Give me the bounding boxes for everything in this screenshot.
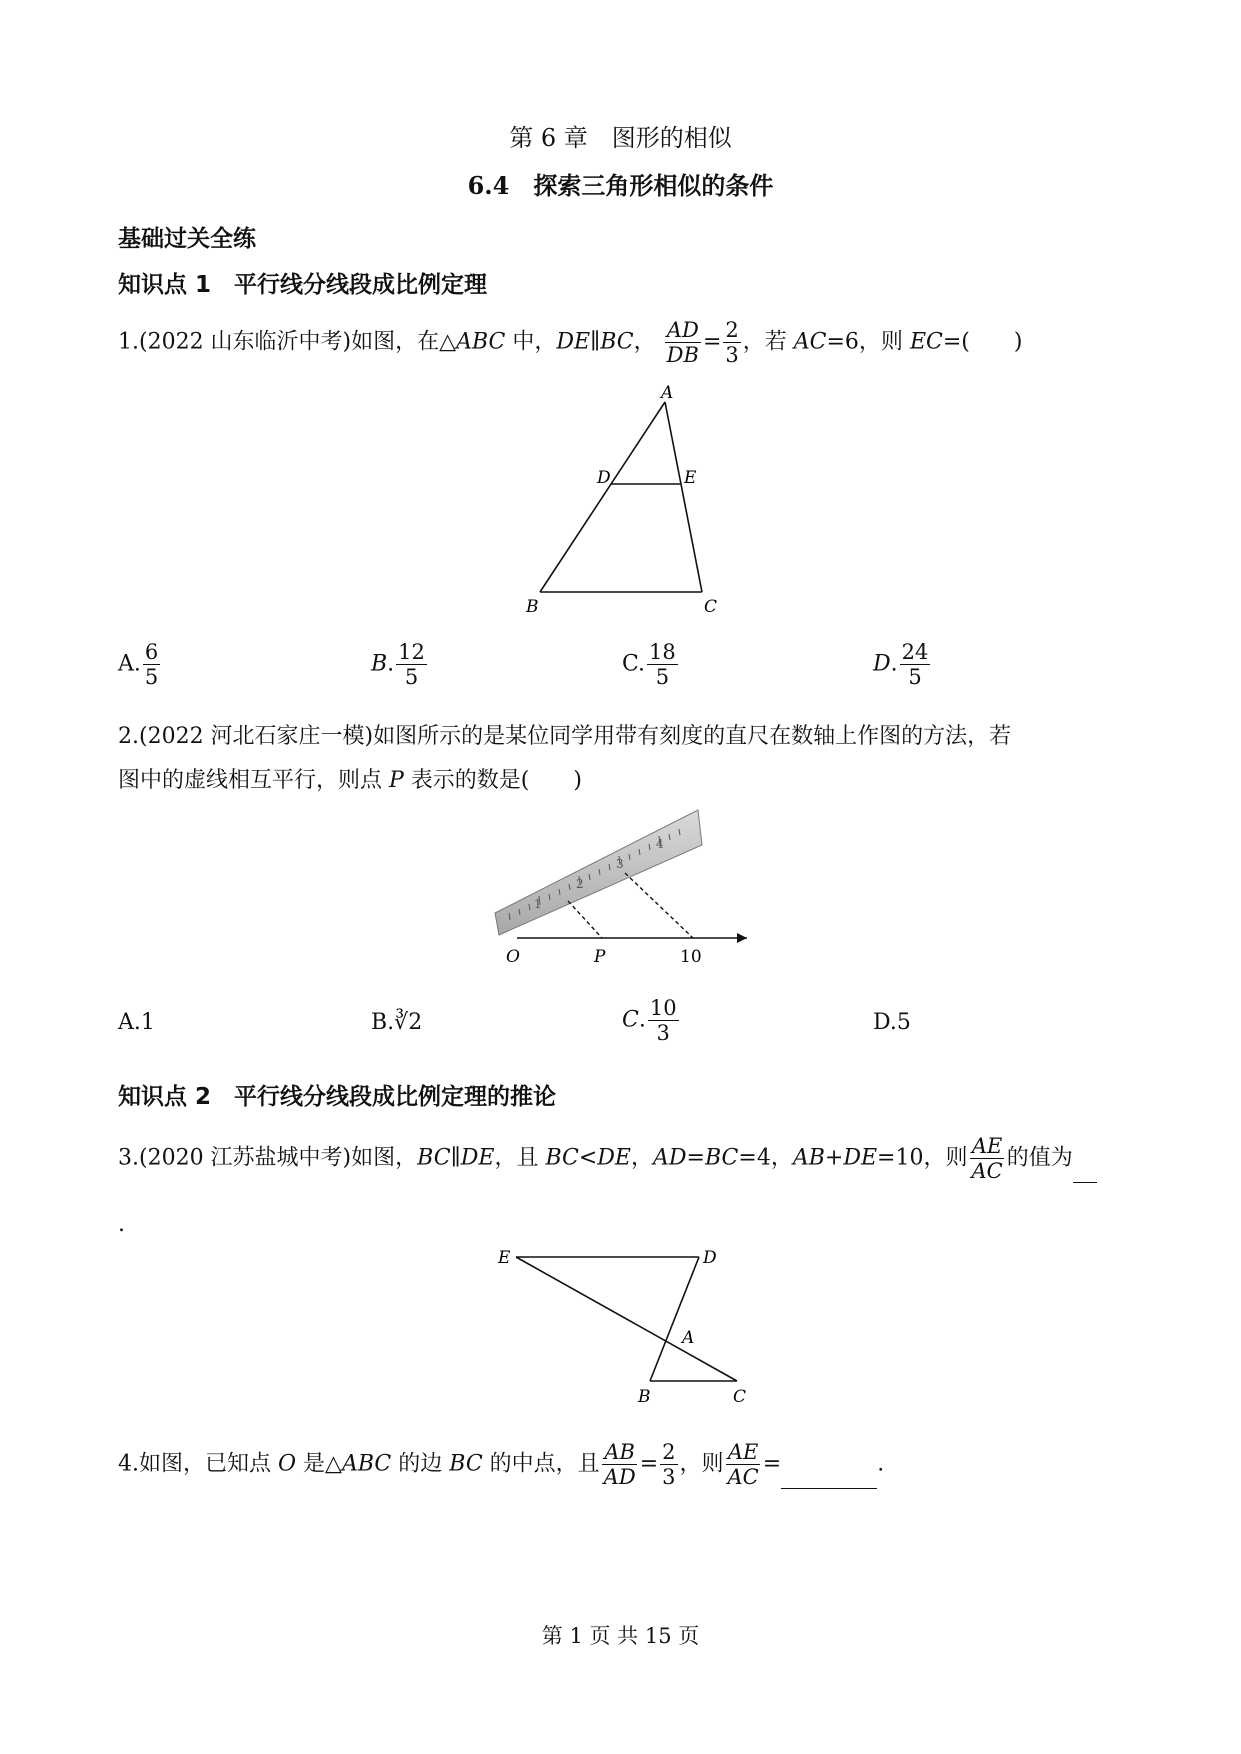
q1-ec: EC [909, 329, 943, 355]
q1-de: DE [556, 329, 591, 355]
q3-ab: AB [792, 1145, 825, 1171]
q1-option-d-den: 5 [908, 665, 922, 689]
q3-prefix: 3.(2020 江苏盐城中考)如图， [118, 1145, 418, 1171]
q3-t1: ，且 [494, 1145, 546, 1171]
q1-option-b-letter: B [371, 651, 388, 677]
q1-triangle-figure [510, 380, 740, 620]
q1-option-a-frac [143, 640, 160, 689]
q1-option-c[interactable] [622, 640, 680, 689]
q1-val-num: 2 [725, 318, 739, 342]
q1-eq: = [702, 329, 722, 355]
label-a: A [682, 1328, 695, 1348]
q1-tail: =( ) [942, 329, 1023, 355]
label-b: B [526, 597, 539, 617]
q2-p: P [389, 768, 404, 793]
q1-comma: ， [633, 329, 656, 355]
knowledge-point-2: 知识点 2 平行线分线段成比例定理的推论 [118, 1084, 557, 1110]
q4-fraction-ab-ad [602, 1440, 638, 1489]
q3-bc3: BC [704, 1145, 739, 1171]
q1-ac: AC [793, 329, 827, 355]
q4-o: O [277, 1451, 297, 1477]
q1-abc: ABC [456, 329, 506, 355]
q3-ad: AD [653, 1145, 687, 1171]
label-c: C [704, 597, 718, 617]
label-o: O [506, 947, 520, 967]
q4-prefix: 4.如图，已知点 [118, 1451, 278, 1477]
q3-t3: =4， [738, 1145, 793, 1171]
q1-par: ∥ [590, 329, 601, 355]
q3-t4: =10，则 [877, 1145, 968, 1171]
q3-frac-num: AE [971, 1134, 1003, 1158]
label-10: 10 [680, 947, 702, 967]
q1-option-a-den: 5 [144, 665, 159, 689]
q1-option-b-frac [396, 640, 427, 689]
q1-option-b-dot: . [387, 651, 395, 677]
label-p: P [594, 947, 606, 967]
label-e: E [684, 468, 697, 488]
ruler-mark-2: 2 [576, 877, 584, 891]
q1-mid2: ，若 [742, 329, 794, 355]
q3-de: DE [460, 1145, 495, 1171]
q1-option-a-letter: A. [118, 651, 141, 677]
q4-f2-num: AE [727, 1440, 759, 1464]
q1-mid1: 中， [505, 329, 557, 355]
q1-fraction-ad-db [665, 318, 701, 367]
q3-lt: < [578, 1145, 598, 1171]
q1-prefix: 1.(2022 山东临沂中考)如图，在△ [118, 329, 457, 355]
segment-db [650, 1257, 699, 1381]
q3-par: ∥ [450, 1145, 461, 1171]
q3-de3: DE [843, 1145, 878, 1171]
q2-line2b: 表示的数是( ) [403, 768, 582, 793]
q1-option-c-den: 5 [655, 665, 670, 689]
q4-t3: 的中点，且 [482, 1451, 600, 1477]
ruler-mark-1: 1 [534, 897, 542, 911]
q2-ruler-figure [490, 805, 760, 975]
q4-bc: BC [449, 1451, 483, 1477]
q4-t1: 是△ [296, 1451, 342, 1477]
q2-option-c-dot: . [638, 1007, 646, 1033]
q1-option-b[interactable] [371, 640, 429, 689]
heading-basic: 基础过关全练 [118, 226, 256, 252]
q4-abc: ABC [341, 1451, 392, 1477]
q4-eq2: = [762, 1451, 782, 1477]
q1-option-c-letter: C. [622, 651, 646, 677]
q3-fraction-ae-ac [969, 1134, 1004, 1183]
chapter-title: 第 6 章 图形的相似 [509, 124, 732, 152]
side-ac [665, 402, 702, 592]
q1-option-d-frac [900, 640, 931, 689]
label-c: C [733, 1387, 747, 1407]
q3-t2: ， [631, 1145, 654, 1171]
q1-bc: BC [600, 329, 634, 355]
question-2-line-2 [118, 764, 582, 798]
q3-eq1: = [686, 1145, 705, 1171]
q1-frac-num: AD [666, 318, 699, 342]
q3-frac-den: AC [971, 1159, 1003, 1183]
q1-mid3: =6，则 [826, 329, 910, 355]
q4-fraction-ae-ac [726, 1440, 761, 1489]
q1-option-b-num: 12 [398, 640, 425, 664]
question-2-line-1: 2.(2022 河北石家庄一模)如图所示的是某位同学用带有刻度的直尺在数轴上作图的方法，若 [118, 724, 1012, 749]
question-4 [118, 1440, 884, 1489]
q1-fraction-value [723, 318, 740, 367]
q2-option-c-num: 10 [649, 996, 677, 1020]
q1-option-d-dot: . [890, 651, 898, 677]
q1-option-d-num: 24 [901, 640, 929, 664]
knowledge-point-1: 知识点 1 平行线分线段成比例定理 [118, 272, 488, 298]
q3-answer-blank[interactable] [1073, 1160, 1097, 1183]
q1-val-den: 3 [725, 343, 739, 367]
q2-line2a: 图中的虚线相互平行，则点 [118, 768, 389, 793]
q2-option-b-radical: ∛2 [394, 1010, 423, 1035]
q1-option-a[interactable] [118, 640, 162, 689]
q3-de2: DE [597, 1145, 631, 1171]
segment-ec [516, 1257, 737, 1381]
q3-plus: + [824, 1145, 844, 1171]
label-b: B [638, 1387, 651, 1407]
question-3 [118, 1134, 1097, 1183]
ruler-mark-4: 4 [656, 837, 664, 851]
q3-blank-end: . [118, 1212, 125, 1237]
q4-fraction-value [660, 1440, 677, 1489]
dashed-line-p [568, 901, 602, 938]
q3-bc: BC [417, 1145, 451, 1171]
q1-option-c-num: 18 [649, 640, 676, 664]
q2-option-c-den: 3 [656, 1021, 670, 1045]
q2-option-c-letter: C [622, 1007, 639, 1033]
q1-option-d[interactable] [873, 640, 932, 689]
q2-option-c[interactable] [622, 996, 681, 1045]
q1-frac-den: DB [666, 343, 699, 367]
page-footer: 第 1 页 共 15 页 [541, 1624, 700, 1648]
section-title: 6.4 探索三角形相似的条件 [467, 171, 774, 200]
q4-f1-num: AB [604, 1440, 635, 1464]
q2-option-c-frac [648, 996, 679, 1045]
q2-option-d[interactable]: D.5 [873, 1010, 911, 1035]
q3-bc2: BC [545, 1145, 579, 1171]
label-a: A [661, 383, 674, 403]
dashed-line-10 [625, 873, 693, 938]
q2-option-b[interactable] [371, 1010, 422, 1035]
q4-answer-blank[interactable] [781, 1466, 877, 1489]
side-ab [540, 402, 665, 592]
q4-end: . [877, 1451, 885, 1477]
q1-option-a-num: 6 [144, 640, 159, 664]
number-line-arrow [737, 933, 747, 943]
q2-option-b-letter: B. [371, 1010, 395, 1035]
q1-option-d-letter: D [873, 651, 891, 677]
q2-option-a[interactable]: A.1 [118, 1010, 155, 1035]
q4-t2: 的边 [391, 1451, 450, 1477]
q4-v-den: 3 [662, 1465, 676, 1489]
label-d: D [597, 468, 611, 488]
q3-tail: 的值为 [1006, 1145, 1073, 1171]
label-d: D [703, 1248, 717, 1268]
q4-eq: = [639, 1451, 659, 1477]
question-1 [118, 318, 1022, 367]
q1-option-b-den: 5 [404, 665, 419, 689]
q4-v-num: 2 [662, 1440, 676, 1464]
q3-figure [490, 1240, 760, 1410]
q4-f2-den: AC [727, 1465, 759, 1489]
q4-f1-den: AD [603, 1465, 636, 1489]
ruler-mark-3: 3 [616, 857, 624, 871]
q1-option-c-frac [647, 640, 678, 689]
label-e: E [498, 1248, 511, 1268]
q4-t4: ，则 [679, 1451, 724, 1477]
